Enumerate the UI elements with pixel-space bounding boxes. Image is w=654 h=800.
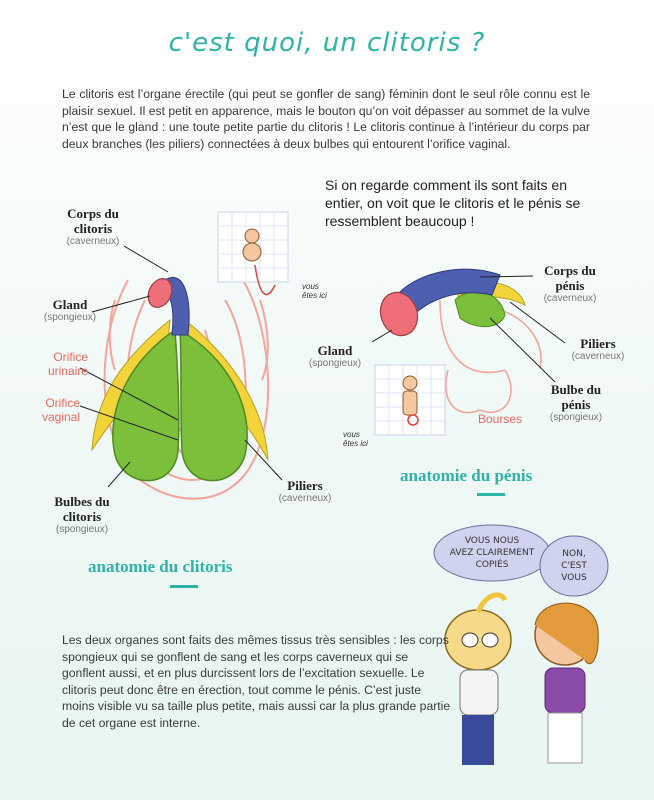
label-gland-clitoris: Gland (spongieux) xyxy=(43,297,97,323)
label-orifice-urinaire: Orifice urinaire xyxy=(47,350,88,378)
cartoon-characters xyxy=(434,525,608,765)
heading-underline-penis xyxy=(477,493,505,496)
label-corps-clitoris: Corps du clitoris (caverneux) xyxy=(66,206,120,247)
label-vous-etes-ici-penis: vous êtes ici xyxy=(343,430,368,448)
label-vous-etes-ici-clitoris: vous êtes ici xyxy=(302,282,327,300)
heading-anatomie-penis: anatomie du pénis xyxy=(400,466,533,485)
bubble-right-line-3: VOUS xyxy=(561,573,587,583)
label-corps-penis: Corps du pénis (caverneux) xyxy=(543,263,597,304)
heading-anatomie-clitoris: anatomie du clitoris xyxy=(88,557,233,576)
heading-underline-clitoris xyxy=(170,585,198,588)
label-piliers-penis: Piliers (caverneux) xyxy=(571,336,625,362)
label-gland-penis: Gland (spongieux) xyxy=(308,343,362,369)
label-bourses: Bourses xyxy=(478,412,523,426)
comparison-text: Si on regarde comment ils sont faits en entier, on voit que le clitoris et le pénis se ressemblent beaucoup ! xyxy=(325,177,581,229)
intro-paragraph: Le clitoris est l’organe érectile (qui peut se gonfler de sang) féminin dont le seul rôle connu est le plaisir sexuel. Il est petit en apparence, mais le bouton qu’on voit dépasser au sommet de la vulve n’est que le gland : une toute petite partie du clitoris ! Le clitoris continue à l’intérieur du corps par deux branches (les piliers) connectées à deux bulbes qui entourent l’orifice vaginal. xyxy=(62,87,590,151)
label-bulbe-penis: Bulbe du pénis (spongieux) xyxy=(549,382,603,423)
clitoris-diagram xyxy=(80,212,288,499)
bubble-left-line-1: VOUS NOUS xyxy=(464,536,520,546)
outro-paragraph: Les deux organes sont faits des mêmes tissus très sensibles : les corps spongieux qui se gonflent de sang et les corps caverneux qui se gonflent aussi, et en plus durcissent lors de l’excitation sexuelle. Le clitoris peut donc être en érection, tout comme le pénis. C’est juste moins visible vu sa taille plus petite, mais aussi car la plus grande partie de cet organe est interne. xyxy=(62,633,451,730)
label-piliers-clitoris: Piliers (caverneux) xyxy=(278,478,332,504)
label-orifice-vaginal: Orifice vaginal xyxy=(41,396,80,424)
label-bulbes-clitoris: Bulbes du clitoris (spongieux) xyxy=(54,494,110,535)
page-title: c'est quoi, un clitoris ? xyxy=(168,28,486,58)
bubble-left-line-3: COPIÉS xyxy=(475,560,509,570)
bubble-left-line-2: AVEZ CLAIREMENT xyxy=(449,548,535,558)
bubble-right-line-2: C'EST xyxy=(561,561,587,571)
bubble-right-line-1: NON, xyxy=(562,549,586,559)
